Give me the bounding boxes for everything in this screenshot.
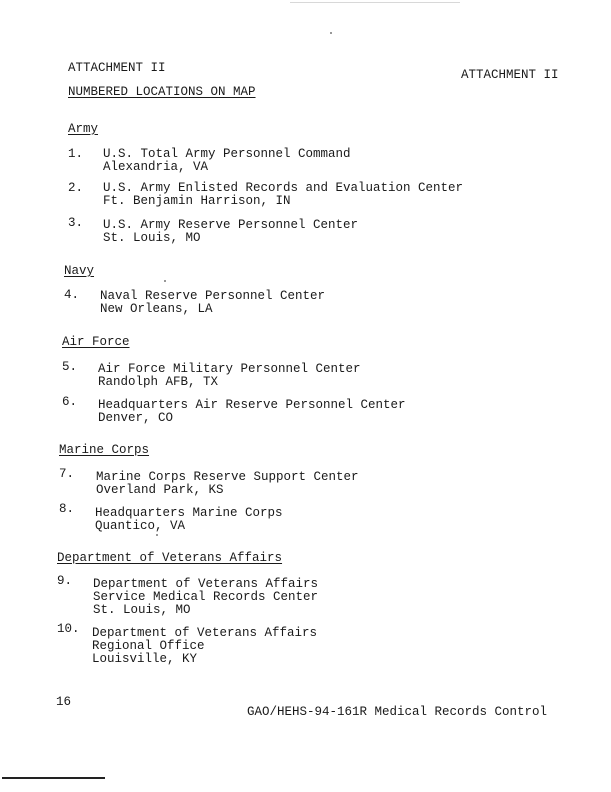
item-line: Headquarters Air Reserve Personnel Center <box>98 398 406 412</box>
report-identifier: GAO/HEHS-94-161R Medical Records Control <box>247 705 548 719</box>
item-line: Headquarters Marine Corps <box>95 506 283 520</box>
item-number: 9. <box>57 574 73 588</box>
item-line: New Orleans, LA <box>100 302 213 316</box>
item-number: 10. <box>57 622 80 636</box>
item-number: 1. <box>68 147 84 161</box>
scan-top-edge-line <box>290 2 460 3</box>
item-line: Randolph AFB, TX <box>98 375 219 389</box>
item-number: 6. <box>62 395 78 409</box>
item-line: Alexandria, VA <box>103 160 209 174</box>
page-title: NUMBERED LOCATIONS ON MAP <box>68 85 256 99</box>
item-line: Marine Corps Reserve Support Center <box>96 470 359 484</box>
section-heading-air-force: Air Force <box>62 335 130 349</box>
attachment-label-left: ATTACHMENT II <box>68 61 166 75</box>
section-heading-navy: Navy <box>64 264 95 278</box>
item-number: 8. <box>59 502 75 516</box>
section-heading-army: Army <box>68 122 99 136</box>
page-number: 16 <box>56 695 72 709</box>
item-line: Air Force Military Personnel Center <box>98 362 361 376</box>
item-number: 7. <box>59 467 75 481</box>
item-line: Service Medical Records Center <box>93 590 319 604</box>
item-number: 5. <box>62 360 78 374</box>
item-line: U.S. Army Reserve Personnel Center <box>103 218 359 232</box>
item-number: 4. <box>64 288 80 302</box>
section-heading-marine-corps: Marine Corps <box>59 443 150 457</box>
item-number: 2. <box>68 181 84 195</box>
scan-speck <box>330 32 332 34</box>
section-heading-veterans-affairs: Department of Veterans Affairs <box>57 551 283 565</box>
item-line: Louisville, KY <box>92 652 198 666</box>
item-line: Ft. Benjamin Harrison, IN <box>103 194 291 208</box>
attachment-label-right: ATTACHMENT II <box>461 68 559 82</box>
item-line: Overland Park, KS <box>96 483 224 497</box>
item-line: Quantico, VA <box>95 519 186 533</box>
item-line: St. Louis, MO <box>103 231 201 245</box>
item-line: U.S. Total Army Personnel Command <box>103 147 351 161</box>
item-line: Department of Veterans Affairs <box>93 577 319 591</box>
item-line: U.S. Army Enlisted Records and Evaluation Center <box>103 181 464 195</box>
scan-speck <box>164 280 166 282</box>
item-line: Naval Reserve Personnel Center <box>100 289 326 303</box>
item-number: 3. <box>68 216 84 230</box>
item-line: Department of Veterans Affairs <box>92 626 318 640</box>
scan-speck <box>156 534 158 536</box>
scan-bottom-edge-line <box>2 777 105 779</box>
item-line: Regional Office <box>92 639 205 653</box>
item-line: St. Louis, MO <box>93 603 191 617</box>
item-line: Denver, CO <box>98 411 174 425</box>
